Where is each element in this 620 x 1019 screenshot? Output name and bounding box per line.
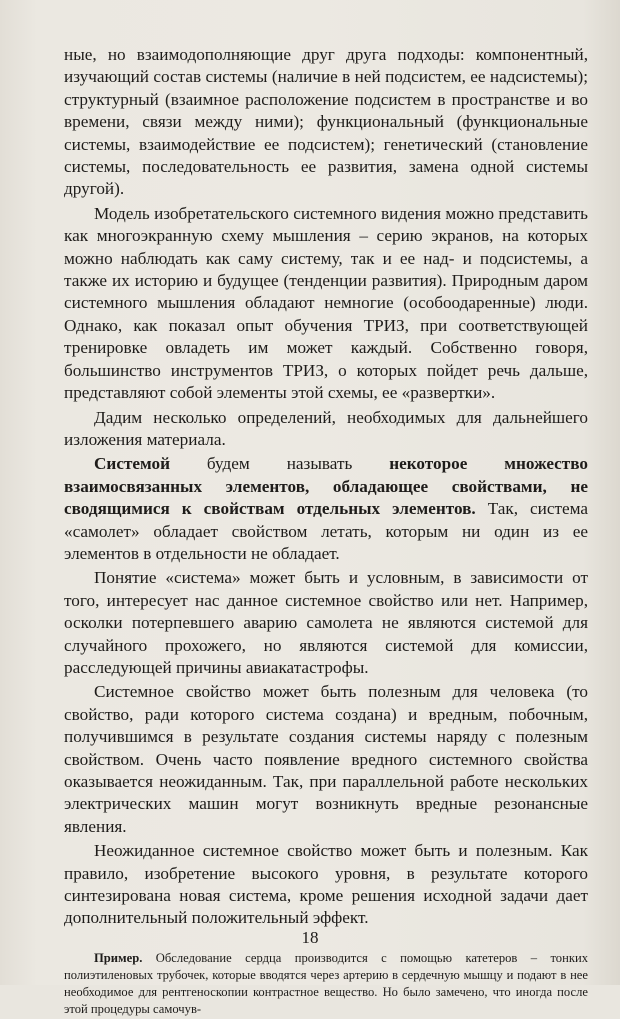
paragraph-unexpected-property: Неожиданное системное свойство может быть и полезным. Как правило, изобретение высокого уровня, в результате которого синтезирована новая система, кроме решения исходной задачи дает дополнительный положительный эффект. [64, 841, 588, 928]
definition-bold-text: некоторое множество взаимосвязанных элементов, обладающее свойствами, не сводящимися к свойствам отдельных элементов. [64, 454, 588, 519]
definition-connector: будем называть [170, 454, 390, 474]
paragraph-model: Модель изобретательского системного видения можно представить как многоэкранную схему мышления – серию экранов, на которых можно наблюдать как саму систему, так и ее над- и подсистемы, а также их историю и будущее (тенденции развития). Природным даром системного мышления обладают немногие (особоодаренные) люди. Однако, как показал опыт обучения ТРИЗ, при соответствующей тренировке овладеть им может каждый. Собственно говоря, большинство инструментов ТРИЗ, о которых пойдет речь дальше, представляют собой элементы этой схемы, ее «развертки». [64, 203, 588, 403]
paragraph-definitions-intro: Дадим несколько определений, необходимых для дальнейшего изложения материала. [64, 407, 588, 449]
definition-term: Системой [94, 454, 170, 474]
definition-continuation: Так, система «самолет» обладает свойством летать, которым ни один из ее элементов в отдельности не обладает. [64, 499, 588, 563]
page-number: 18 [301, 928, 319, 947]
example-paragraph [64, 950, 588, 1019]
paragraph-system-definition [64, 453, 588, 565]
paragraph-conditional-system: Понятие «система» может быть и условным, в зависимости от того, интересует нас данное системное свойство или нет. Например, осколки потерпевшего аварию самолета не являются системой для случайного прохожего, но являются системой для комиссии, расследующей причины авиакатастрофы. [64, 568, 588, 677]
example-label: Пример. [94, 950, 143, 965]
paragraph-approaches: ные, но взаимодополняющие друг друга подходы: компонентный, изучающий состав системы (наличие в ней подсистем, ее надсистемы); структурный (взаимное расположение подсистем в пространстве и во времени, связи между ними); функциональный (функциональные системы, взаимодействие ее подсистем); генетический (становление системы, последовательность ее развития, замена одной системы другой). [64, 45, 588, 199]
example-text: Обследование сердца производится с помощью катетеров – тонких полиэтиленовых трубочек, которые вводятся через артерию в сердечную мышцу и подают в нее необходимое для рентгеноскопии контрастное вещество. Но было замечено, что иногда после этой процедуры самочув- [64, 950, 588, 1017]
body-text [64, 44, 588, 1019]
paragraph-useful-harmful: Системное свойство может быть полезным для человека (то свойство, ради которого система создана) и вредным, побочным, получившимся в результате создания системы наряду с полезным свойством. Очень часто появление вредного системного свойства оказывается неожиданным. Так, при параллельной работе нескольких электрических машин могут возникнуть вредные резонансные явления. [64, 682, 588, 836]
